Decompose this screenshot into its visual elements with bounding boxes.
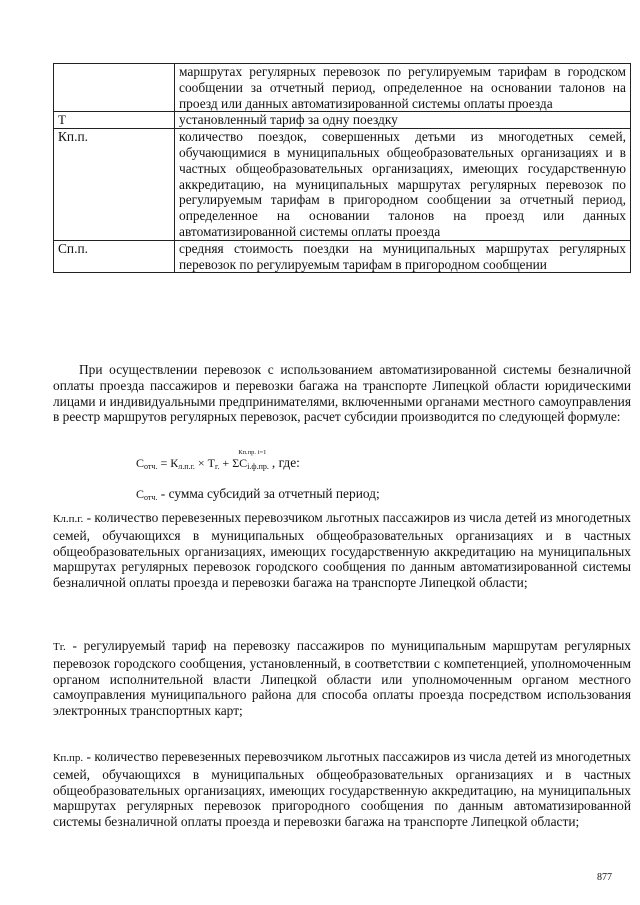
table-description-cell: средняя стоимость поездки на муниципальных маршрутах регулярных перевозок по регулируемым тарифам в пригородном сообщении (175, 240, 631, 273)
page-number: 877 (597, 872, 612, 883)
table-row (54, 112, 631, 129)
table-symbol-cell (54, 64, 175, 112)
formula-t: Т (207, 456, 216, 470)
klpg-definition (53, 510, 631, 591)
formula-k: К (170, 456, 179, 470)
csum-definition (136, 486, 380, 502)
table-symbol-cell: Т (54, 112, 175, 129)
formula-ci-sub: i.ф.пр. (247, 462, 269, 471)
table-description-cell: маршрутах регулярных перевозок по регулируемым тарифам в городском сообщении за отчетный период, определенное на основании талонов на проезд или данных автоматизированной системы оплаты проезда (175, 64, 631, 112)
formula-c: С (136, 456, 145, 470)
intro-paragraph: При осуществлении перевозок с использованием автоматизированной системы безналичной оплаты проезда пассажиров и перевозки багажа на транспорте Липецкой области юридическими лицами и индивидуальными предпринимателями, включенными органами местного самоуправления в реестр маршрутов регулярных перевозок, расчет субсидии производится по следующей формуле: (53, 362, 631, 425)
csum-text: - сумма субсидий за отчетный период; (160, 486, 380, 501)
formula-sigma: Σ (232, 456, 240, 470)
formula-c-sub: отч. (144, 462, 158, 471)
klpg-text: - количество перевезенных перевозчиком льготных пассажиров из числа детей из многодетных семей, обучающихся в муниципальных общеобразовательных организациях и в частных общеобразовательных организациях, имеющих государственную аккредитацию на муниципальных маршрутах регулярных перевозок городского сообщения по данным автоматизированной системы безналичной оплаты проезда и перевозки багажа на транспорте Липецкой области; (53, 510, 631, 591)
csum-symbol-sub: отч. (144, 493, 158, 502)
table-description-cell: установленный тариф за одну поездку (175, 112, 631, 129)
tg-definition (53, 638, 631, 719)
table-row (54, 64, 631, 112)
kppr-definition (53, 749, 631, 830)
formula-k-sub: л.п.г. (178, 462, 195, 471)
klpg-symbol: Кл.п.г. (53, 513, 84, 525)
formula-sum-limits: Кп.пр. i=1 (238, 449, 267, 456)
tg-symbol: Тг. (53, 641, 66, 653)
formula-ci: С (239, 456, 248, 470)
table-row (54, 129, 631, 241)
formula-suffix: , где: (271, 455, 300, 470)
table-symbol-cell: Сп.п. (54, 240, 175, 273)
definitions-table (53, 63, 631, 273)
formula-t-sub: г. (215, 462, 220, 471)
csum-symbol: С (136, 487, 145, 501)
formula-times: × (197, 456, 205, 470)
formula-plus: + (222, 456, 230, 470)
subsidy-formula (136, 449, 300, 471)
kppr-symbol: Кп.пр. (53, 752, 84, 764)
formula-eq: = (160, 456, 168, 470)
kppr-text: - количество перевезенных перевозчиком льготных пассажиров из числа детей из многодетных семей, обучающихся в муниципальных общеобразовательных организациях и в частных общеобразовательных организациях, имеющих государственную аккредитацию, на муниципальных маршрутах регулярных перевозок пригородного сообщения по данным автоматизированной системы безналичной оплаты проезда и перевозки багажа на транспорте Липецкой области; (53, 749, 631, 830)
table-symbol-cell: Кп.п. (54, 129, 175, 241)
tg-text: - регулируемый тариф на перевозку пассажиров по муниципальным маршрутам регулярных перевозок городского сообщения, установленный, в соответствии с компетенцией, уполномоченным органом исполнительной власти Липецкой области или уполномоченным органом местного самоуправления муниципального района для способа оплаты проезда посредством использования электронных транспортных карт; (53, 638, 631, 719)
table-description-cell: количество поездок, совершенных детьми из многодетных семей, обучающимися в муниципальных общеобразовательных организациях и в частных общеобразовательных организациях, имеющих государственную аккредитацию, на муниципальных маршрутах регулярных перевозок по регулируемым тарифам в пригородном сообщении за отчетный период, определенное на основании талонов на проезд или данных автоматизированной системы оплаты проезда (175, 129, 631, 241)
table-row (54, 240, 631, 273)
